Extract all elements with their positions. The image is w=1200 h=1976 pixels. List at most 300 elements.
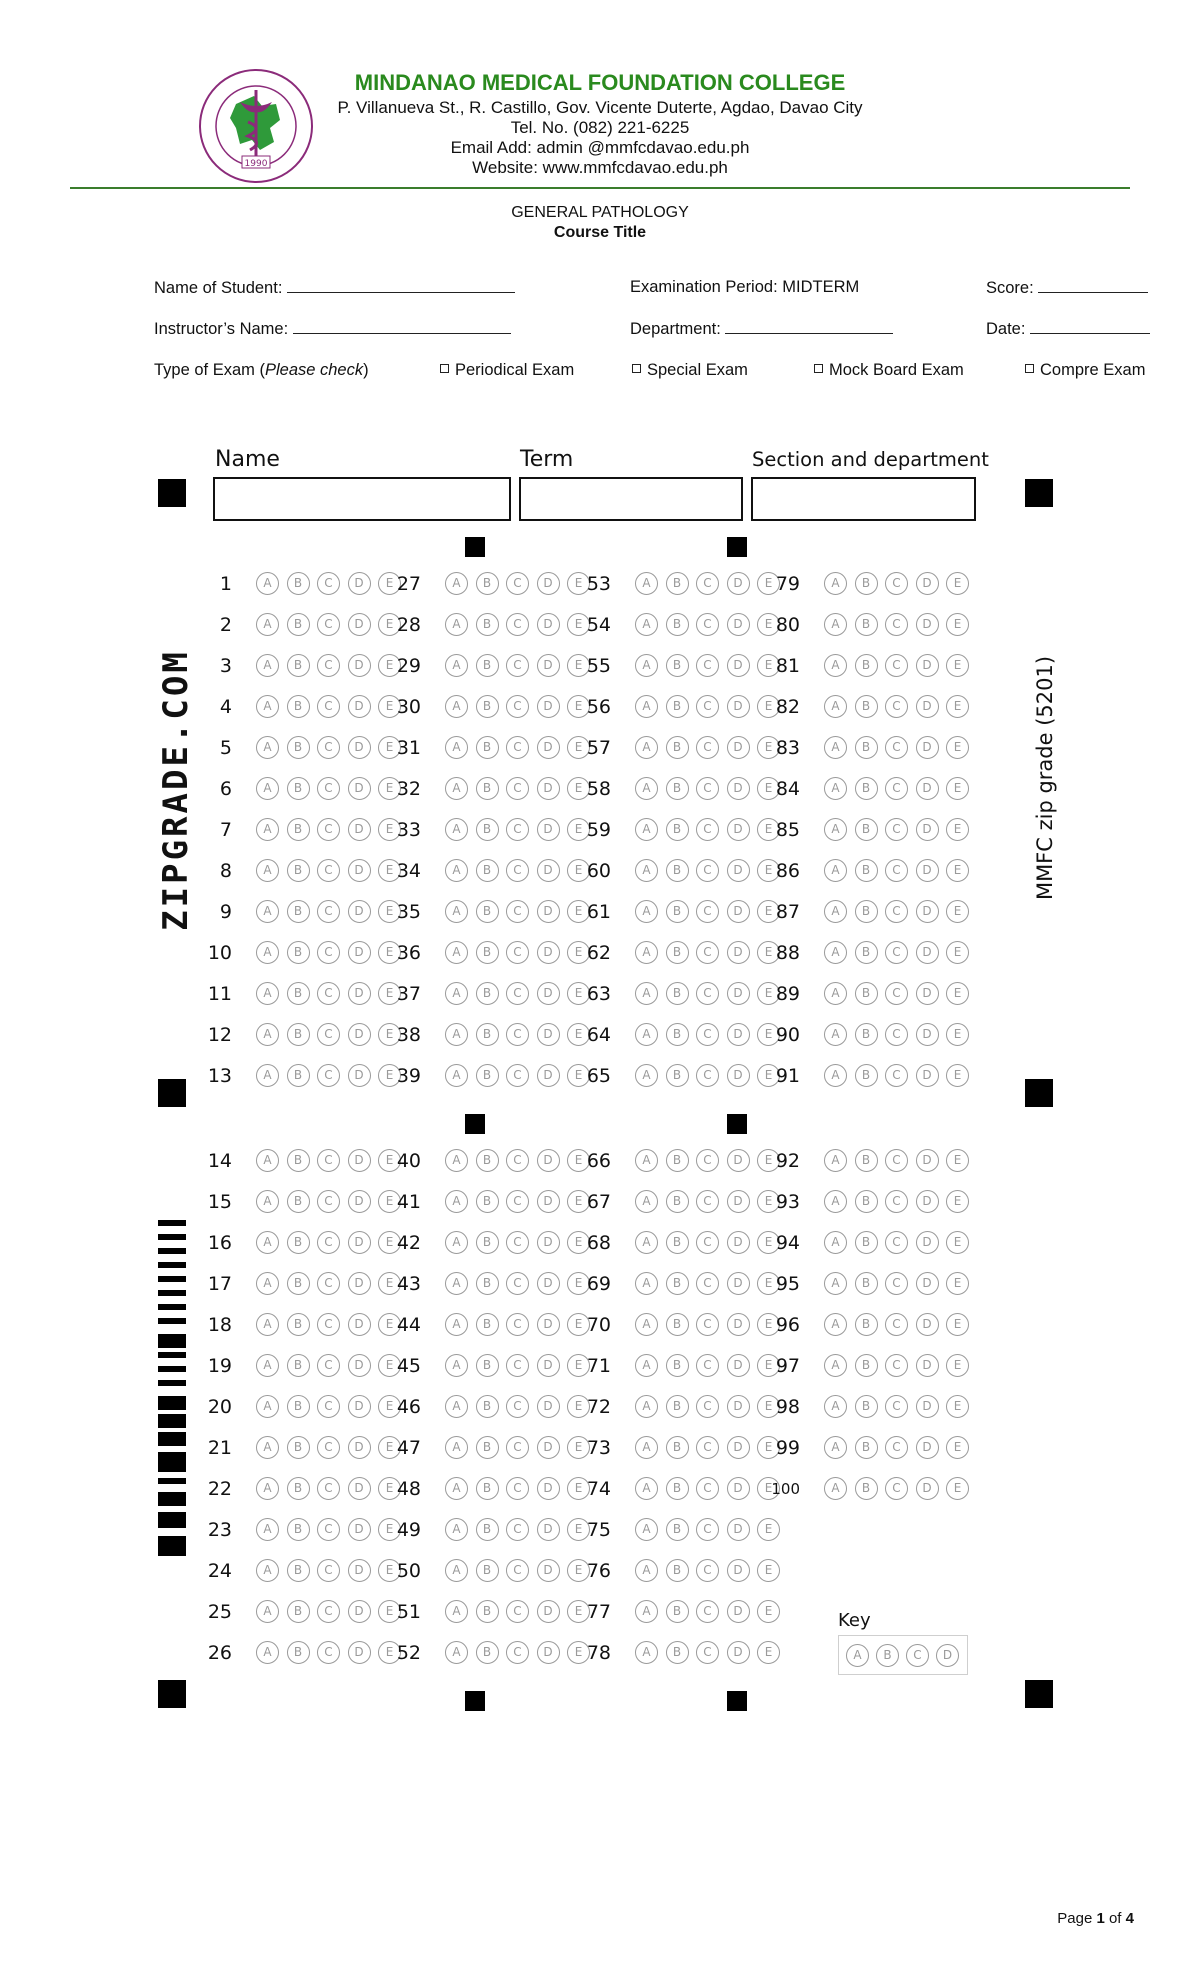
answer-bubble-b[interactable]: B (476, 695, 499, 718)
exam-type-compre[interactable]: Compre Exam (1025, 361, 1145, 380)
answer-bubble-b[interactable]: B (666, 1231, 689, 1254)
answer-bubble-d[interactable]: D (916, 1313, 939, 1336)
answer-bubble-a[interactable]: A (824, 941, 847, 964)
answer-bubble-a[interactable]: A (824, 1477, 847, 1500)
answer-bubble-c[interactable]: C (696, 777, 719, 800)
answer-bubble-e[interactable]: E (567, 982, 590, 1005)
answer-bubble-b[interactable]: B (855, 900, 878, 923)
answer-bubble-a[interactable]: A (635, 1231, 658, 1254)
answer-bubble-a[interactable]: A (824, 572, 847, 595)
term-box[interactable] (519, 477, 743, 521)
answer-bubble-d[interactable]: D (348, 613, 371, 636)
answer-bubble-a[interactable]: A (256, 1395, 279, 1418)
answer-bubble-d[interactable]: D (916, 572, 939, 595)
answer-bubble-a[interactable]: A (445, 613, 468, 636)
answer-bubble-e[interactable]: E (378, 1559, 401, 1582)
answer-bubble-a[interactable]: A (824, 777, 847, 800)
answer-bubble-c[interactable]: C (696, 736, 719, 759)
answer-bubble-e[interactable]: E (757, 1354, 780, 1377)
answer-bubble-e[interactable]: E (946, 900, 969, 923)
answer-bubble-c[interactable]: C (506, 1518, 529, 1541)
answer-bubble-e[interactable]: E (946, 613, 969, 636)
answer-bubble-e[interactable]: E (378, 1354, 401, 1377)
answer-bubble-c[interactable]: C (885, 859, 908, 882)
answer-bubble-a[interactable]: A (824, 1436, 847, 1459)
answer-bubble-d[interactable]: D (348, 1559, 371, 1582)
answer-bubble-c[interactable]: C (506, 941, 529, 964)
answer-bubble-b[interactable]: B (476, 859, 499, 882)
answer-bubble-c[interactable]: C (696, 1518, 719, 1541)
answer-bubble-c[interactable]: C (696, 613, 719, 636)
answer-bubble-c[interactable]: C (696, 572, 719, 595)
score-field[interactable] (986, 278, 1148, 298)
answer-bubble-c[interactable]: C (506, 859, 529, 882)
answer-bubble-e[interactable]: E (757, 1559, 780, 1582)
answer-bubble-a[interactable]: A (256, 859, 279, 882)
answer-bubble-b[interactable]: B (666, 1600, 689, 1623)
answer-bubble-c[interactable]: C (885, 1149, 908, 1172)
answer-bubble-a[interactable]: A (635, 982, 658, 1005)
answer-bubble-b[interactable]: B (287, 1395, 310, 1418)
answer-bubble-e[interactable]: E (757, 1395, 780, 1418)
answer-bubble-e[interactable]: E (567, 859, 590, 882)
answer-bubble-d[interactable]: D (537, 572, 560, 595)
answer-bubble-c[interactable]: C (696, 1313, 719, 1336)
answer-bubble-e[interactable]: E (946, 982, 969, 1005)
answer-bubble-c[interactable]: C (506, 1477, 529, 1500)
answer-bubble-b[interactable]: B (476, 1477, 499, 1500)
answer-bubble-e[interactable]: E (378, 1190, 401, 1213)
answer-bubble-d[interactable]: D (727, 1190, 750, 1213)
answer-bubble-c[interactable]: C (696, 1149, 719, 1172)
answer-bubble-a[interactable]: A (635, 1477, 658, 1500)
answer-bubble-e[interactable]: E (378, 818, 401, 841)
answer-bubble-a[interactable]: A (445, 1272, 468, 1295)
answer-bubble-c[interactable]: C (506, 1600, 529, 1623)
answer-bubble-a[interactable]: A (445, 654, 468, 677)
answer-bubble-d[interactable]: D (537, 859, 560, 882)
answer-bubble-e[interactable]: E (567, 1436, 590, 1459)
answer-bubble-b[interactable]: B (855, 818, 878, 841)
answer-bubble-b[interactable]: B (287, 1064, 310, 1087)
answer-bubble-c[interactable]: C (317, 695, 340, 718)
answer-bubble-a[interactable]: A (824, 1313, 847, 1336)
answer-bubble-b[interactable]: B (287, 941, 310, 964)
answer-bubble-d[interactable]: D (537, 900, 560, 923)
answer-bubble-c[interactable]: C (885, 1272, 908, 1295)
answer-bubble-a[interactable]: A (635, 900, 658, 923)
answer-bubble-d[interactable]: D (727, 572, 750, 595)
answer-bubble-d[interactable]: D (537, 1518, 560, 1541)
answer-bubble-d[interactable]: D (537, 1023, 560, 1046)
answer-bubble-e[interactable]: E (567, 695, 590, 718)
answer-bubble-a[interactable]: A (445, 1436, 468, 1459)
answer-bubble-c[interactable]: C (885, 1354, 908, 1377)
answer-bubble-a[interactable]: A (635, 1272, 658, 1295)
date-field[interactable] (986, 319, 1150, 339)
answer-bubble-a[interactable]: A (445, 1064, 468, 1087)
answer-bubble-a[interactable]: A (824, 736, 847, 759)
answer-bubble-d[interactable]: D (348, 1149, 371, 1172)
answer-bubble-a[interactable]: A (445, 1559, 468, 1582)
answer-bubble-a[interactable]: A (445, 1395, 468, 1418)
answer-bubble-c[interactable]: C (885, 1231, 908, 1254)
department-field[interactable] (630, 319, 893, 339)
answer-bubble-a[interactable]: A (635, 1641, 658, 1664)
answer-bubble-b[interactable]: B (666, 859, 689, 882)
answer-bubble-b[interactable]: B (287, 1641, 310, 1664)
answer-bubble-d[interactable]: D (916, 1231, 939, 1254)
answer-bubble-a[interactable]: A (445, 1518, 468, 1541)
answer-bubble-e[interactable]: E (757, 1518, 780, 1541)
answer-bubble-a[interactable]: A (445, 1149, 468, 1172)
answer-bubble-b[interactable]: B (476, 1436, 499, 1459)
answer-bubble-e[interactable]: E (567, 1023, 590, 1046)
answer-bubble-b[interactable]: B (287, 1190, 310, 1213)
answer-bubble-d[interactable]: D (348, 1272, 371, 1295)
answer-bubble-e[interactable]: E (757, 1600, 780, 1623)
answer-bubble-e[interactable]: E (567, 1395, 590, 1418)
answer-bubble-e[interactable]: E (378, 1436, 401, 1459)
checkbox-icon[interactable] (440, 364, 449, 373)
answer-bubble-c[interactable]: C (317, 941, 340, 964)
answer-bubble-c[interactable]: C (317, 1190, 340, 1213)
score-blank[interactable] (1038, 278, 1148, 293)
answer-bubble-d[interactable]: D (916, 1395, 939, 1418)
answer-bubble-d[interactable]: D (537, 1064, 560, 1087)
answer-bubble-c[interactable]: C (317, 1023, 340, 1046)
answer-bubble-b[interactable]: B (855, 982, 878, 1005)
answer-bubble-d[interactable]: D (727, 1023, 750, 1046)
answer-bubble-c[interactable]: C (506, 736, 529, 759)
answer-bubble-a[interactable]: A (824, 1231, 847, 1254)
answer-bubble-e[interactable]: E (567, 1354, 590, 1377)
answer-bubble-d[interactable]: D (727, 613, 750, 636)
answer-bubble-d[interactable]: D (348, 1641, 371, 1664)
answer-bubble-e[interactable]: E (757, 1477, 780, 1500)
answer-bubble-c[interactable]: C (506, 572, 529, 595)
answer-bubble-c[interactable]: C (885, 572, 908, 595)
answer-bubble-c[interactable]: C (885, 900, 908, 923)
answer-bubble-a[interactable]: A (256, 1600, 279, 1623)
answer-bubble-b[interactable]: B (855, 1477, 878, 1500)
answer-bubble-c[interactable]: C (317, 1477, 340, 1500)
answer-bubble-e[interactable]: E (567, 777, 590, 800)
answer-bubble-a[interactable]: A (445, 1600, 468, 1623)
answer-bubble-a[interactable]: A (824, 1354, 847, 1377)
answer-bubble-b[interactable]: B (855, 1190, 878, 1213)
answer-bubble-a[interactable]: A (635, 1436, 658, 1459)
answer-bubble-c[interactable]: C (317, 1436, 340, 1459)
answer-bubble-a[interactable]: A (256, 982, 279, 1005)
answer-bubble-c[interactable]: C (506, 1190, 529, 1213)
answer-bubble-b[interactable]: B (855, 1064, 878, 1087)
answer-bubble-a[interactable]: A (635, 859, 658, 882)
answer-bubble-b[interactable]: B (287, 1149, 310, 1172)
answer-bubble-a[interactable]: A (256, 695, 279, 718)
answer-bubble-c[interactable]: C (506, 1231, 529, 1254)
answer-bubble-d[interactable]: D (348, 1190, 371, 1213)
answer-bubble-e[interactable]: E (378, 1313, 401, 1336)
answer-bubble-d[interactable]: D (916, 1354, 939, 1377)
answer-bubble-b[interactable]: B (287, 613, 310, 636)
answer-bubble-b[interactable]: B (855, 1023, 878, 1046)
answer-bubble-d[interactable]: D (727, 1600, 750, 1623)
answer-bubble-d[interactable]: D (537, 1641, 560, 1664)
answer-bubble-a[interactable]: A (824, 1272, 847, 1295)
answer-bubble-c[interactable]: C (885, 1313, 908, 1336)
answer-bubble-e[interactable]: E (567, 736, 590, 759)
answer-bubble-e[interactable]: E (567, 1600, 590, 1623)
answer-bubble-a[interactable]: A (824, 695, 847, 718)
answer-bubble-b[interactable]: B (666, 941, 689, 964)
answer-bubble-c[interactable]: C (696, 818, 719, 841)
answer-bubble-e[interactable]: E (567, 572, 590, 595)
answer-bubble-e[interactable]: E (378, 1641, 401, 1664)
answer-bubble-d[interactable]: D (537, 1436, 560, 1459)
answer-bubble-c[interactable]: C (317, 736, 340, 759)
answer-bubble-a[interactable]: A (256, 777, 279, 800)
answer-bubble-e[interactable]: E (757, 1064, 780, 1087)
answer-bubble-b[interactable]: B (855, 613, 878, 636)
answer-bubble-d[interactable]: D (348, 1064, 371, 1087)
answer-bubble-b[interactable]: B (287, 654, 310, 677)
answer-bubble-b[interactable]: B (287, 1518, 310, 1541)
answer-bubble-d[interactable]: D (727, 736, 750, 759)
answer-bubble-b[interactable]: B (287, 736, 310, 759)
checkbox-icon[interactable] (1025, 364, 1034, 373)
answer-bubble-d[interactable]: D (727, 1149, 750, 1172)
answer-bubble-d[interactable]: D (348, 1395, 371, 1418)
answer-bubble-e[interactable]: E (946, 859, 969, 882)
date-blank[interactable] (1030, 319, 1150, 334)
answer-bubble-c[interactable]: C (317, 1313, 340, 1336)
answer-bubble-b[interactable]: B (666, 777, 689, 800)
answer-bubble-d[interactable]: D (537, 736, 560, 759)
answer-bubble-b[interactable]: B (855, 1354, 878, 1377)
answer-bubble-d[interactable]: D (537, 1477, 560, 1500)
answer-bubble-b[interactable]: B (666, 654, 689, 677)
answer-bubble-c[interactable]: C (696, 1477, 719, 1500)
answer-bubble-a[interactable]: A (256, 654, 279, 677)
answer-bubble-e[interactable]: E (757, 1313, 780, 1336)
answer-bubble-d[interactable]: D (727, 900, 750, 923)
answer-bubble-c[interactable]: C (696, 982, 719, 1005)
section-box[interactable] (751, 477, 976, 521)
answer-bubble-d[interactable]: D (727, 695, 750, 718)
answer-bubble-d[interactable]: D (537, 982, 560, 1005)
answer-bubble-a[interactable]: A (635, 818, 658, 841)
answer-bubble-c[interactable]: C (506, 654, 529, 677)
answer-bubble-d[interactable]: D (727, 1518, 750, 1541)
answer-bubble-e[interactable]: E (757, 1231, 780, 1254)
answer-bubble-a[interactable]: A (256, 613, 279, 636)
answer-bubble-b[interactable]: B (476, 1064, 499, 1087)
answer-bubble-a[interactable]: A (256, 1354, 279, 1377)
answer-bubble-c[interactable]: C (317, 1064, 340, 1087)
answer-bubble-e[interactable]: E (378, 1023, 401, 1046)
answer-bubble-b[interactable]: B (476, 572, 499, 595)
answer-bubble-d[interactable]: D (727, 818, 750, 841)
answer-bubble-c[interactable]: C (696, 1064, 719, 1087)
answer-bubble-e[interactable]: E (378, 1518, 401, 1541)
answer-bubble-a[interactable]: A (635, 654, 658, 677)
answer-bubble-e[interactable]: E (567, 900, 590, 923)
answer-bubble-c[interactable]: C (506, 1272, 529, 1295)
answer-bubble-e[interactable]: E (946, 1477, 969, 1500)
answer-bubble-a[interactable]: A (635, 1354, 658, 1377)
answer-bubble-b[interactable]: B (476, 1600, 499, 1623)
answer-bubble-b[interactable]: B (287, 572, 310, 595)
answer-bubble-d[interactable]: D (348, 1313, 371, 1336)
answer-bubble-e[interactable]: E (757, 818, 780, 841)
answer-bubble-b[interactable]: B (666, 1064, 689, 1087)
checkbox-icon[interactable] (632, 364, 641, 373)
answer-bubble-c[interactable]: C (506, 1641, 529, 1664)
answer-bubble-c[interactable]: C (885, 818, 908, 841)
answer-bubble-c[interactable]: C (885, 695, 908, 718)
answer-bubble-a[interactable]: A (824, 1395, 847, 1418)
answer-bubble-e[interactable]: E (567, 1641, 590, 1664)
answer-bubble-b[interactable]: B (855, 941, 878, 964)
answer-bubble-c[interactable]: C (696, 1395, 719, 1418)
answer-bubble-b[interactable]: B (855, 695, 878, 718)
answer-bubble-d[interactable]: D (727, 1064, 750, 1087)
answer-bubble-e[interactable]: E (567, 1477, 590, 1500)
answer-bubble-a[interactable]: A (824, 654, 847, 677)
answer-bubble-b[interactable]: B (666, 1477, 689, 1500)
answer-bubble-b[interactable]: B (666, 1272, 689, 1295)
answer-bubble-d[interactable]: D (727, 777, 750, 800)
answer-bubble-d[interactable]: D (727, 859, 750, 882)
answer-bubble-a[interactable]: A (445, 777, 468, 800)
answer-bubble-e[interactable]: E (378, 941, 401, 964)
answer-bubble-e[interactable]: E (378, 695, 401, 718)
answer-bubble-e[interactable]: E (378, 1064, 401, 1087)
answer-bubble-b[interactable]: B (476, 900, 499, 923)
answer-bubble-a[interactable]: A (824, 900, 847, 923)
answer-bubble-b[interactable]: B (666, 613, 689, 636)
answer-bubble-a[interactable]: A (635, 1600, 658, 1623)
answer-bubble-c[interactable]: C (696, 1641, 719, 1664)
answer-bubble-b[interactable]: B (287, 900, 310, 923)
answer-bubble-a[interactable]: A (445, 1231, 468, 1254)
answer-bubble-b[interactable]: B (666, 982, 689, 1005)
answer-bubble-a[interactable]: A (635, 1313, 658, 1336)
answer-bubble-e[interactable]: E (757, 900, 780, 923)
answer-bubble-b[interactable]: B (287, 695, 310, 718)
answer-bubble-b[interactable]: B (666, 572, 689, 595)
answer-bubble-c[interactable]: C (885, 1436, 908, 1459)
answer-bubble-e[interactable]: E (757, 572, 780, 595)
answer-bubble-a[interactable]: A (256, 1641, 279, 1664)
answer-bubble-c[interactable]: C (696, 1023, 719, 1046)
answer-bubble-a[interactable]: A (445, 1354, 468, 1377)
answer-bubble-b[interactable]: B (476, 613, 499, 636)
answer-bubble-a[interactable]: A (635, 941, 658, 964)
answer-bubble-c[interactable]: C (317, 1272, 340, 1295)
answer-bubble-d[interactable]: D (348, 1436, 371, 1459)
answer-bubble-e[interactable]: E (946, 941, 969, 964)
answer-bubble-a[interactable]: A (824, 1149, 847, 1172)
answer-bubble-e[interactable]: E (946, 654, 969, 677)
answer-bubble-e[interactable]: E (378, 859, 401, 882)
answer-bubble-e[interactable]: E (946, 1436, 969, 1459)
answer-bubble-b[interactable]: B (476, 1518, 499, 1541)
answer-bubble-a[interactable]: A (256, 941, 279, 964)
answer-bubble-c[interactable]: C (317, 818, 340, 841)
answer-bubble-c[interactable]: C (696, 900, 719, 923)
answer-bubble-e[interactable]: E (757, 859, 780, 882)
answer-bubble-b[interactable]: B (666, 1354, 689, 1377)
answer-bubble-a[interactable]: A (635, 1395, 658, 1418)
answer-bubble-d[interactable]: D (537, 818, 560, 841)
answer-bubble-d[interactable]: D (916, 1023, 939, 1046)
answer-bubble-b[interactable]: B (476, 1354, 499, 1377)
answer-bubble-d[interactable]: D (348, 941, 371, 964)
answer-bubble-d[interactable]: D (348, 1023, 371, 1046)
answer-bubble-c[interactable]: C (506, 1436, 529, 1459)
answer-bubble-b[interactable]: B (287, 1231, 310, 1254)
answer-bubble-d[interactable]: D (916, 982, 939, 1005)
answer-bubble-d[interactable]: D (727, 654, 750, 677)
answer-bubble-d[interactable]: D (348, 1231, 371, 1254)
answer-bubble-b[interactable]: B (666, 1190, 689, 1213)
answer-bubble-b[interactable]: B (287, 1354, 310, 1377)
answer-bubble-a[interactable]: A (824, 859, 847, 882)
answer-bubble-c[interactable]: C (506, 1064, 529, 1087)
answer-bubble-e[interactable]: E (757, 613, 780, 636)
answer-bubble-a[interactable]: A (445, 695, 468, 718)
answer-bubble-a[interactable]: A (445, 900, 468, 923)
answer-bubble-d[interactable]: D (348, 1600, 371, 1623)
answer-bubble-c[interactable]: C (317, 982, 340, 1005)
answer-bubble-c[interactable]: C (506, 1023, 529, 1046)
answer-bubble-c[interactable]: C (885, 1477, 908, 1500)
answer-bubble-b[interactable]: B (476, 982, 499, 1005)
answer-bubble-b[interactable]: B (666, 1313, 689, 1336)
answer-bubble-e[interactable]: E (567, 1518, 590, 1541)
answer-bubble-d[interactable]: D (537, 1149, 560, 1172)
answer-bubble-b[interactable]: B (666, 900, 689, 923)
answer-bubble-c[interactable]: C (885, 654, 908, 677)
answer-bubble-b[interactable]: B (855, 1313, 878, 1336)
answer-bubble-e[interactable]: E (378, 900, 401, 923)
answer-bubble-c[interactable]: C (506, 695, 529, 718)
answer-bubble-a[interactable]: A (445, 1477, 468, 1500)
answer-bubble-a[interactable]: A (445, 941, 468, 964)
answer-bubble-d[interactable]: D (916, 736, 939, 759)
answer-bubble-c[interactable]: C (885, 941, 908, 964)
answer-bubble-e[interactable]: E (757, 695, 780, 718)
answer-bubble-d[interactable]: D (727, 1272, 750, 1295)
answer-bubble-a[interactable]: A (256, 1559, 279, 1582)
answer-bubble-a[interactable]: A (824, 1190, 847, 1213)
answer-bubble-a[interactable]: A (256, 1231, 279, 1254)
answer-bubble-c[interactable]: C (885, 777, 908, 800)
answer-bubble-b[interactable]: B (855, 777, 878, 800)
answer-bubble-b[interactable]: B (476, 1272, 499, 1295)
answer-bubble-d[interactable]: D (348, 777, 371, 800)
answer-bubble-d[interactable]: D (348, 859, 371, 882)
answer-bubble-d[interactable]: D (727, 982, 750, 1005)
answer-bubble-d[interactable]: D (348, 1518, 371, 1541)
answer-bubble-d[interactable]: D (916, 818, 939, 841)
answer-bubble-d[interactable]: D (916, 941, 939, 964)
answer-bubble-e[interactable]: E (757, 736, 780, 759)
answer-bubble-b[interactable]: B (855, 859, 878, 882)
answer-bubble-b[interactable]: B (287, 818, 310, 841)
